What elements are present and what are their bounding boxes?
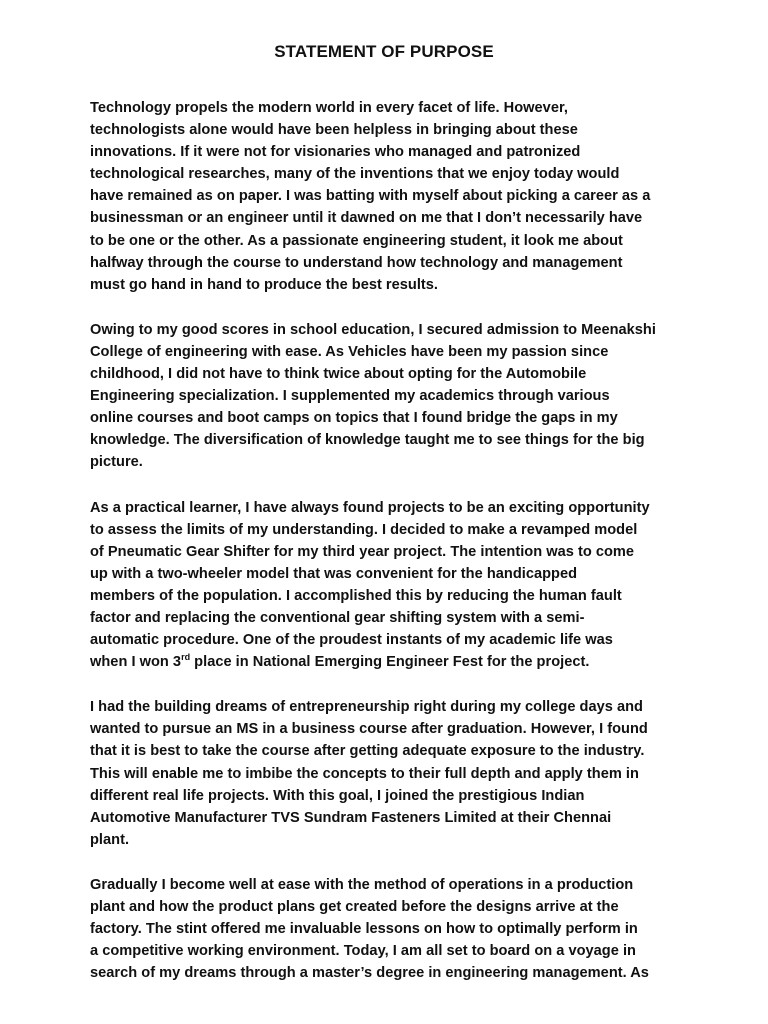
text-line: to assess the limits of my understanding. I decided to make a revamped model bbox=[90, 521, 638, 538]
text-line: businessman or an engineer until it dawned on me that I don’t necessarily have bbox=[90, 210, 643, 227]
text-line: childhood, I did not have to think twice about opting for the Automobile bbox=[90, 366, 587, 383]
text-line: that it is best to take the course after getting adequate exposure to the industry. bbox=[90, 743, 645, 760]
page-title: STATEMENT OF PURPOSE bbox=[274, 42, 494, 61]
text-line: halfway through the course to understand how technology and management bbox=[90, 254, 623, 271]
text-line: As a practical learner, I have always found projects to be an exciting opportunity bbox=[90, 499, 650, 516]
text-line: I had the building dreams of entrepreneurship right during my college days and bbox=[90, 699, 643, 716]
paragraph-3 bbox=[90, 497, 690, 674]
text-line: Automotive Manufacturer TVS Sundram Fasteners Limited at their Chennai bbox=[90, 809, 612, 826]
text-line: innovations. If it were not for visionaries who managed and patronized bbox=[90, 144, 581, 161]
text-line: plant. bbox=[90, 831, 130, 848]
text-line: a competitive working environment. Today, I am all set to board on a voyage in bbox=[90, 943, 636, 960]
text-fragment: when I won 3 bbox=[90, 654, 182, 671]
text-line: factory. The stint offered me invaluable lessons on how to optimally perform in bbox=[90, 921, 638, 938]
text-line: factor and replacing the conventional gear shifting system with a semi- bbox=[90, 609, 585, 626]
text-line-with-superscript bbox=[90, 651, 690, 673]
paragraph-4 bbox=[90, 696, 690, 851]
document-body bbox=[90, 97, 690, 1007]
text-line: College of engineering with ease. As Vehicles have been my passion since bbox=[90, 343, 609, 360]
text-line: online courses and boot camps on topics that I found bridge the gaps in my bbox=[90, 410, 618, 427]
text-line: up with a two-wheeler model that was convenient for the handicapped bbox=[90, 565, 578, 582]
text-line: different real life projects. With this goal, I joined the prestigious Indian bbox=[90, 787, 585, 804]
text-line: picture. bbox=[90, 454, 143, 471]
text-line: of Pneumatic Gear Shifter for my third year project. The intention was to come bbox=[90, 543, 635, 560]
text-line: plant and how the product plans get created before the designs arrive at the bbox=[90, 899, 619, 915]
text-line: Engineering specialization. I supplemented my academics through various bbox=[90, 388, 610, 405]
paragraph-5 bbox=[90, 874, 690, 984]
text-line: automatic procedure. One of the proudest instants of my academic life was bbox=[90, 632, 613, 649]
text-line: knowledge. The diversification of knowledge taught me to see things for the big bbox=[90, 432, 645, 449]
text-fragment: place in National Emerging Engineer Fest for the project. bbox=[190, 654, 590, 671]
text-line: technological researches, many of the inventions that we enjoy today would bbox=[90, 166, 620, 183]
text-line: wanted to pursue an MS in a business course after graduation. However, I found bbox=[90, 721, 648, 738]
text-line: Owing to my good scores in school education, I secured admission to Meenakshi bbox=[90, 321, 656, 338]
paragraph-2 bbox=[90, 319, 690, 474]
text-line: have remained as on paper. I was batting with myself about picking a career as a bbox=[90, 188, 651, 205]
paragraph-1 bbox=[90, 97, 690, 296]
text-line: technologists alone would have been helpless in bringing about these bbox=[90, 122, 578, 139]
text-line: to be one or the other. As a passionate engineering student, it look me about bbox=[90, 232, 623, 249]
text-line: Gradually I become well at ease with the method of operations in a production bbox=[90, 876, 634, 893]
text-line: search of my dreams through a master’s degree in engineering management. As bbox=[90, 965, 649, 982]
text-line: members of the population. I accomplished this by reducing the human fault bbox=[90, 587, 622, 604]
ordinal-superscript: rd bbox=[181, 652, 191, 663]
text-line: must go hand in hand to produce the best results. bbox=[90, 276, 439, 293]
text-line: Technology propels the modern world in every facet of life. However, bbox=[90, 100, 568, 116]
text-line: This will enable me to imbibe the concepts to their full depth and apply them in bbox=[90, 765, 639, 782]
